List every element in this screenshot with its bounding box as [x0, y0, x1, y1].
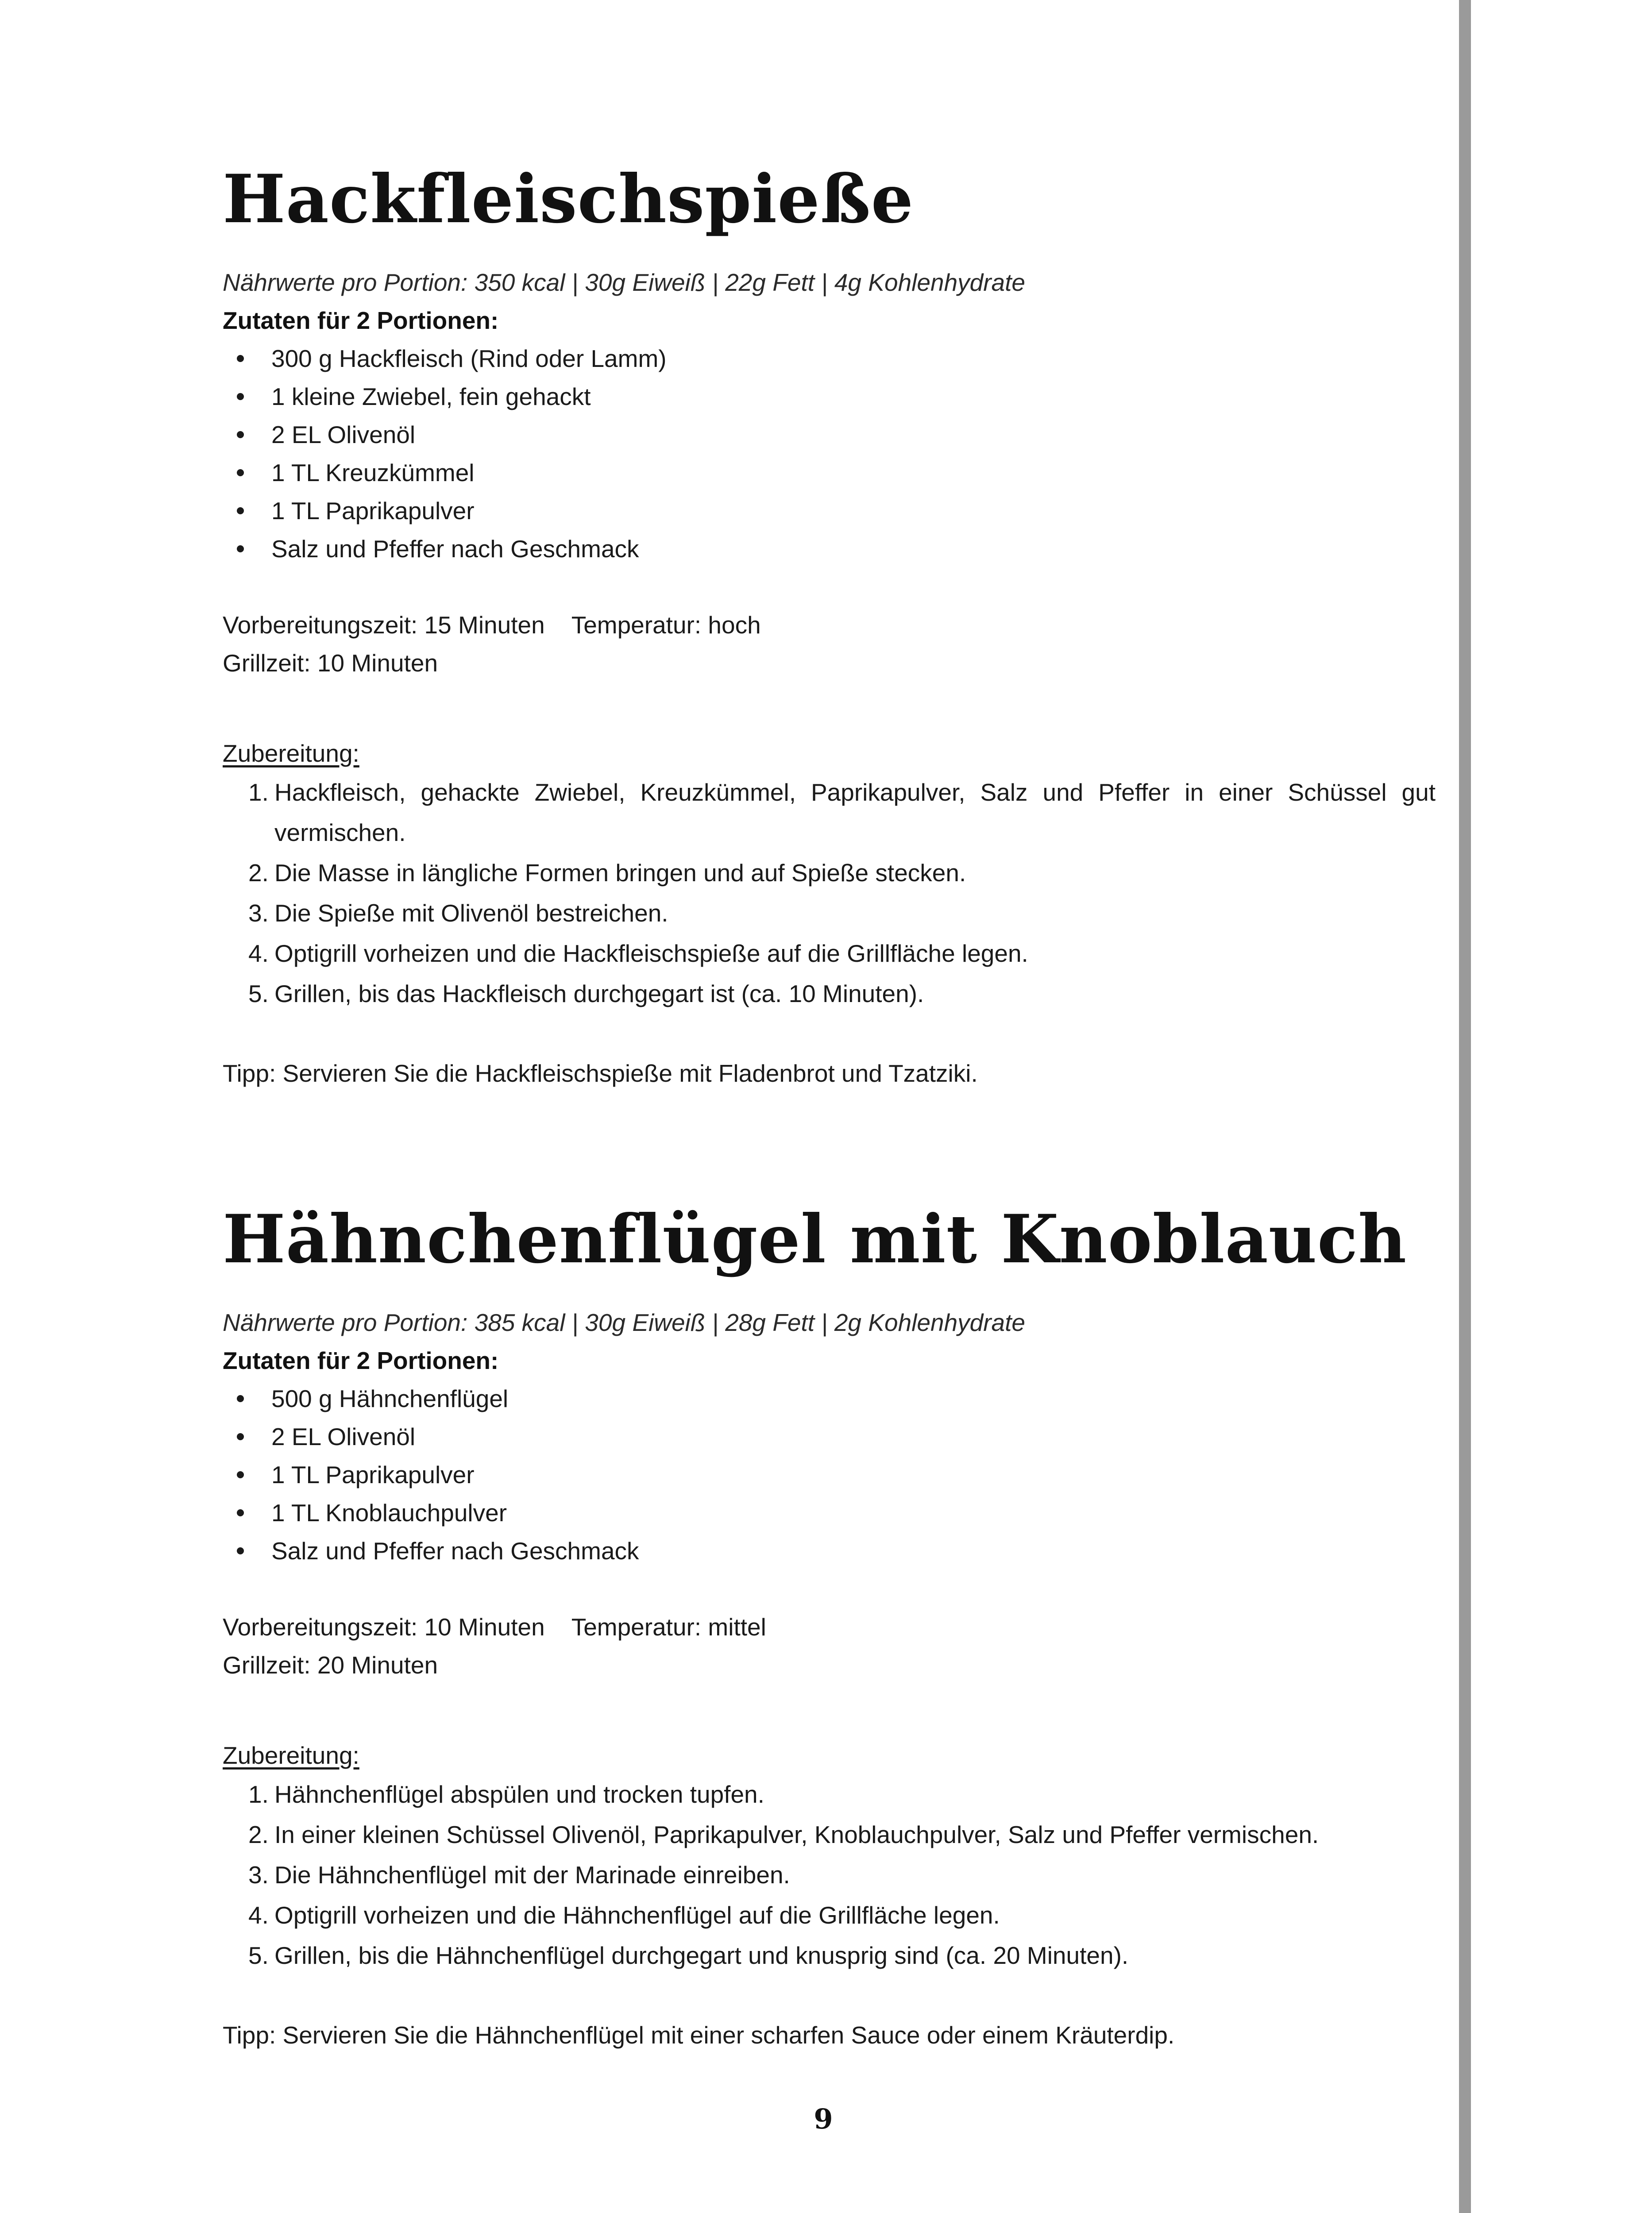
step-text: Die Spieße mit Olivenöl bestreichen. [274, 899, 668, 927]
ingredient-item: 2 EL Olivenöl [223, 416, 1436, 454]
bullet-icon [237, 1509, 244, 1516]
bullet-icon [237, 1471, 244, 1478]
step-text: Die Masse in längliche Formen bringen und auf Spieße stecken. [274, 859, 966, 887]
recipe-hackfleischspiesse [223, 157, 1436, 1092]
recipe-title: Hackfleischspieße [223, 160, 914, 238]
ingredients-list [223, 339, 1436, 568]
step-text: Optigrill vorheizen und die Hähnchenflügel auf die Grillfläche legen. [274, 1901, 1000, 1929]
step-number: 3. [248, 1861, 269, 1889]
prep-time: Vorbereitungszeit: 15 Minuten [223, 611, 545, 639]
bullet-icon [237, 469, 244, 476]
preparation-steps [223, 1774, 1436, 1976]
step-number: 4. [248, 940, 269, 967]
tip-text: Tipp: Servieren Sie die Hähnchenflügel mit einer scharfen Sauce oder einem Kräuterdip. [223, 2021, 1175, 2049]
bullet-icon [237, 431, 244, 438]
ingredient-item: 1 TL Knoblauchpulver [223, 1494, 1436, 1532]
step-number: 1. [248, 1781, 269, 1808]
bullet-icon [237, 507, 244, 514]
step-text: Hackfleisch, gehackte Zwiebel, Kreuzkümmel, Paprikapulver, Salz und Pfeffer in einer Schüssel gut vermischen. [274, 779, 1436, 846]
step-number: 3. [248, 899, 269, 927]
nutrition-info: Nährwerte pro Portion: 385 kcal | 30g Eiweiß | 28g Fett | 2g Kohlenhydrate [223, 1309, 1026, 1336]
ingredient-item: 500 g Hähnchenflügel [223, 1380, 1436, 1418]
step-number: 2. [248, 859, 269, 887]
bullet-icon [237, 1433, 244, 1440]
step-number: 5. [248, 980, 269, 1007]
temperature: Temperatur: hoch [571, 611, 761, 639]
tip-text: Tipp: Servieren Sie die Hackfleischspieße mit Fladenbrot und Tzatziki. [223, 1060, 978, 1087]
ingredient-item: 1 kleine Zwiebel, fein gehackt [223, 378, 1436, 416]
ingredient-item: 1 TL Paprikapulver [223, 1456, 1436, 1494]
bullet-icon [237, 545, 244, 552]
bullet-icon [237, 1395, 244, 1402]
step-text: Hähnchenflügel abspülen und trocken tupfen. [274, 1781, 764, 1808]
step-item [223, 1815, 1436, 1855]
step-number: 2. [248, 1821, 269, 1848]
step-text: Grillen, bis das Hackfleisch durchgegart ist (ca. 10 Minuten). [274, 980, 924, 1007]
recipe-haehnchenfluegel [223, 1197, 1436, 2054]
step-number: 5. [248, 1942, 269, 1969]
bullet-icon [237, 355, 244, 362]
step-item [223, 772, 1436, 853]
step-text: Die Hähnchenflügel mit der Marinade einreiben. [274, 1861, 790, 1889]
step-item [223, 933, 1436, 974]
step-item [223, 1935, 1436, 1976]
temperature: Temperatur: mittel [571, 1613, 766, 1641]
step-item [223, 853, 1436, 893]
ingredient-item: Salz und Pfeffer nach Geschmack [223, 530, 1436, 568]
step-item [223, 1774, 1436, 1815]
page-edge-bar [1459, 0, 1471, 2213]
grill-time: Grillzeit: 10 Minuten [223, 649, 438, 677]
step-number: 4. [248, 1901, 269, 1929]
step-text: In einer kleinen Schüssel Olivenöl, Paprikapulver, Knoblauchpulver, Salz und Pfeffer vermischen. [274, 1821, 1319, 1848]
step-item [223, 1855, 1436, 1895]
step-item [223, 893, 1436, 933]
nutrition-info: Nährwerte pro Portion: 350 kcal | 30g Eiweiß | 22g Fett | 4g Kohlenhydrate [223, 269, 1026, 296]
recipe-title: Hähnchenflügel mit Knoblauch [223, 1200, 1407, 1278]
recipe-meta [223, 1608, 1436, 1684]
ingredients-heading: Zutaten für 2 Portionen: [223, 307, 499, 334]
prep-time: Vorbereitungszeit: 10 Minuten [223, 1613, 545, 1641]
page-number: 9 [814, 2103, 833, 2135]
ingredient-item: 1 TL Kreuzkümmel [223, 454, 1436, 492]
bullet-icon [237, 1547, 244, 1554]
ingredient-item: Salz und Pfeffer nach Geschmack [223, 1532, 1436, 1570]
ingredient-item: 300 g Hackfleisch (Rind oder Lamm) [223, 339, 1436, 378]
ingredient-item: 2 EL Olivenöl [223, 1418, 1436, 1456]
ingredients-heading: Zutaten für 2 Portionen: [223, 1347, 499, 1374]
step-item [223, 974, 1436, 1014]
recipe-meta [223, 606, 1436, 682]
preparation-heading: Zubereitung: [223, 740, 359, 767]
step-text: Optigrill vorheizen und die Hackfleischspieße auf die Grillfläche legen. [274, 940, 1028, 967]
ingredients-list [223, 1380, 1436, 1570]
bullet-icon [237, 393, 244, 400]
step-text: Grillen, bis die Hähnchenflügel durchgegart und knusprig sind (ca. 20 Minuten). [274, 1942, 1129, 1969]
step-item [223, 1895, 1436, 1935]
ingredient-item: 1 TL Paprikapulver [223, 492, 1436, 530]
step-number: 1. [248, 779, 269, 806]
preparation-heading: Zubereitung: [223, 1742, 359, 1769]
preparation-steps [223, 772, 1436, 1014]
grill-time: Grillzeit: 20 Minuten [223, 1651, 438, 1679]
